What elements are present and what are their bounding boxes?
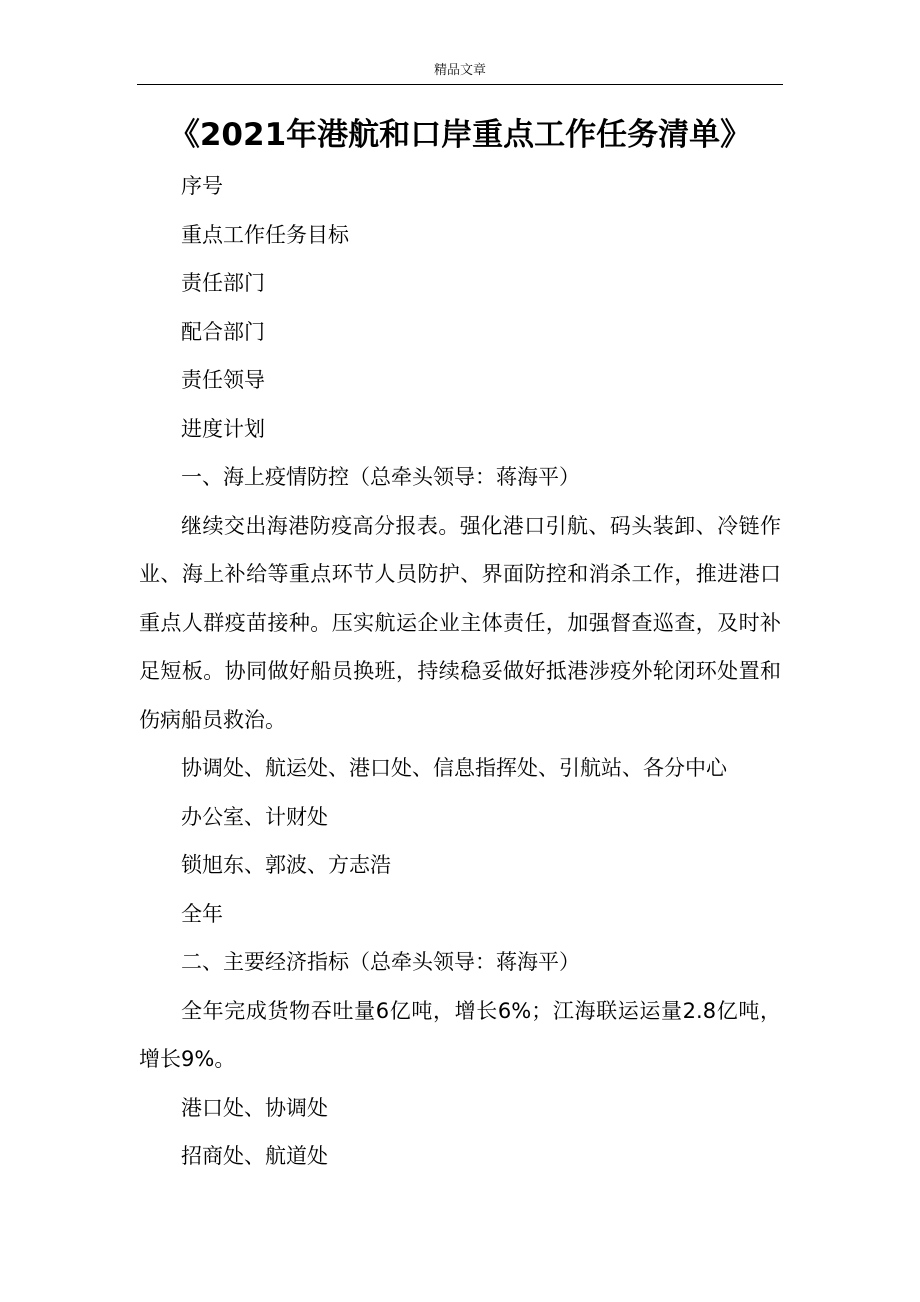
paragraph-responsible-dept: 责任部门 [181,271,265,295]
paragraph-economic-targets: 全年完成货物吞吐量6亿吨，增长6%；江海联运运量2.8亿吨，增长9%。 [139,998,781,1071]
paragraph-economic-cooperating-depts: 招商处、航道处 [181,1144,328,1168]
section-heading-economic-indicators: 二、主要经济指标（总牵头领导：蒋海平） [181,950,580,974]
header-divider [137,84,783,85]
paragraph-responsible-leader: 责任领导 [181,368,265,392]
paragraph-economic-responsible-depts: 港口处、协调处 [181,1095,328,1120]
paragraph-epidemic-responsible-depts: 协调处、航运处、港口处、信息指挥处、引航站、各分中心 [181,756,727,780]
paragraph-epidemic-leaders: 锁旭东、郭波、方志浩 [181,853,391,877]
paragraph-serial-number: 序号 [181,174,223,198]
document-body [139,162,781,1181]
paragraph-epidemic-cooperating-depts: 办公室、计财处 [181,804,328,829]
page-header-label: 精品文章 [433,63,486,78]
paragraph-epidemic-schedule: 全年 [181,901,223,926]
section-heading-epidemic-control: 一、海上疫情防控（总牵头领导：蒋海平） [181,465,580,489]
paragraph-progress-plan: 进度计划 [181,416,265,441]
paragraph-task-goal: 重点工作任务目标 [181,222,349,247]
paragraph-epidemic-tasks: 继续交出海港防疫高分报表。强化港口引航、码头装卸、冷链作业、海上补给等重点环节人员防护、界面防控和消杀工作，推进港口重点人群疫苗接种。压实航运企业主体责任，加强督查巡查，及时补足短板。协同做好船员换班，持续稳妥做好抵港涉疫外轮闭环处置和伤病船员救治。 [139,513,781,732]
document-title: 《2021年港航和口岸重点工作任务清单》 [168,117,752,153]
paragraph-cooperating-dept: 配合部门 [181,319,265,344]
